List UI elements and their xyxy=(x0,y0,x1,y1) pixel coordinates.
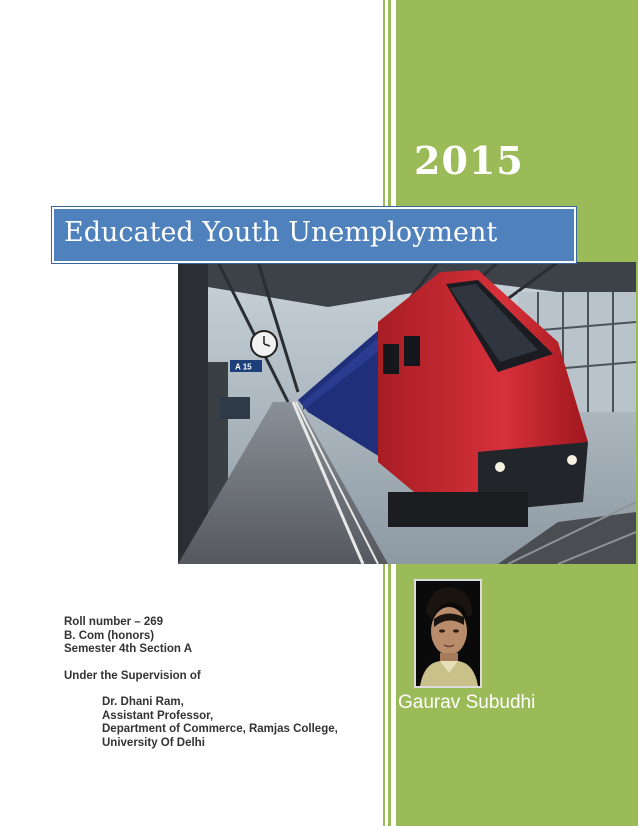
course-name: B. Com (honors) xyxy=(64,629,155,642)
roll-number: Roll number – 269 xyxy=(64,616,164,628)
supervisor-department: Department of Commerce, Ramjas College, xyxy=(102,723,338,735)
supervisor-name: Dr. Dhani Ram, xyxy=(102,696,184,708)
submission-details xyxy=(64,616,338,750)
title-banner xyxy=(52,207,576,263)
supervision-heading: Under the Supervision of xyxy=(64,669,201,682)
train-station-photo xyxy=(178,262,636,564)
author-portrait-photo xyxy=(414,579,482,688)
author-name: Gaurav Subudhi xyxy=(398,692,536,713)
document-title: Educated Youth Unemployment xyxy=(64,217,498,248)
supervisor-title: Assistant Professor, xyxy=(102,709,214,722)
supervisor-university: University Of Delhi xyxy=(102,736,205,749)
semester-section: Semester 4th Section A xyxy=(64,643,193,655)
cover-year: 2015 xyxy=(414,138,524,183)
platform-sign: A 15 xyxy=(235,362,252,372)
